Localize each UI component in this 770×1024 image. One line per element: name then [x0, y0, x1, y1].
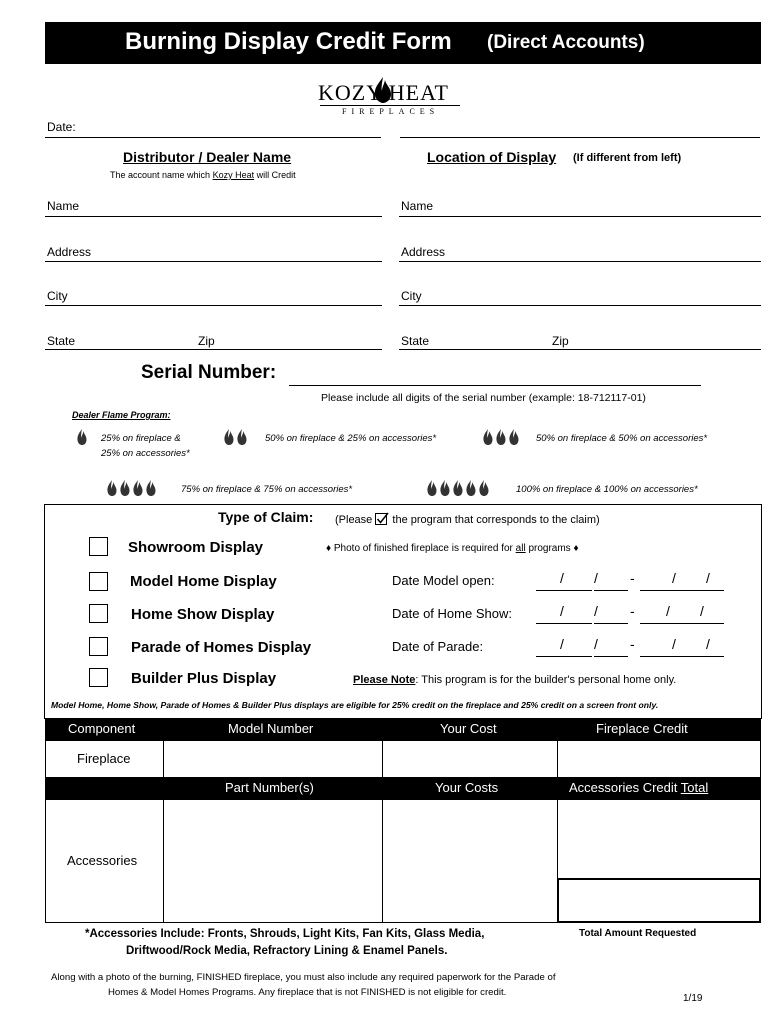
home-show-date-label: Date of Home Show:: [392, 606, 512, 621]
flame-icon: [237, 429, 246, 445]
accessories-label-cell: [45, 799, 164, 923]
table-header-row-2: [45, 778, 761, 799]
parade-label: Parade of Homes Display: [131, 639, 312, 656]
parade-checkbox[interactable]: [89, 637, 108, 656]
model-home-label: Model Home Display: [130, 573, 277, 590]
flame-icon: [453, 480, 462, 496]
dist-address-label: Address: [47, 245, 92, 259]
program-100-100: 100% on fireplace & 100% on accessories*: [516, 484, 698, 495]
accessories-credit-total-cell[interactable]: [557, 799, 761, 879]
program-25-line1: 25% on fireplace &: [101, 433, 181, 444]
dist-zip-label: Zip: [198, 334, 215, 348]
fireplace-credit-cell[interactable]: [557, 740, 761, 778]
footer-note-line1: Along with a photo of the burning, FINISHED fireplace, you must also include any required paperwork for the Parade of: [51, 972, 556, 983]
claim-footnote: Model Home, Home Show, Parade of Homes & Builder Plus displays are eligible for 25% credit on the fireplace and 25% credit on a screen front only.: [51, 700, 659, 710]
model-date-label: Date Model open:: [392, 573, 495, 588]
accessories-row-label: Accessories: [67, 853, 138, 868]
col-model-number-header: Model Number: [228, 721, 314, 736]
flame-icon: [133, 480, 142, 496]
fireplace-cost-cell[interactable]: [382, 740, 558, 778]
dist-name-label: Name: [47, 199, 80, 213]
flame-icon: [466, 480, 475, 496]
flame-rating-5-icon: [425, 479, 492, 502]
checkbox-check-icon: [375, 512, 389, 525]
col-part-numbers-header: Part Number(s): [225, 780, 314, 795]
fireplace-model-number-cell[interactable]: [163, 740, 383, 778]
accessories-include-line1: *Accessories Include: Fronts, Shrouds, Light Kits, Fan Kits, Glass Media,: [85, 928, 485, 940]
date-field[interactable]: [45, 137, 381, 138]
flame-icon: [224, 429, 233, 445]
loc-address-field[interactable]: [399, 261, 761, 262]
dist-state-zip-field[interactable]: [45, 349, 382, 350]
loc-zip-label: Zip: [552, 334, 569, 348]
flame-icon: [483, 429, 492, 445]
accessories-part-numbers-cell[interactable]: [163, 799, 383, 923]
location-header-note: (If different from left): [573, 152, 682, 164]
dist-city-label: City: [47, 289, 68, 303]
date-field-right[interactable]: [400, 137, 760, 138]
loc-city-field[interactable]: [399, 305, 761, 306]
form-subtitle: (Direct Accounts): [487, 32, 645, 53]
builder-plus-checkbox[interactable]: [89, 668, 108, 687]
flame-icon: [77, 429, 86, 445]
builder-plus-note: Please Note: This program is for the builder's personal home only.: [353, 674, 677, 686]
col-your-costs-header: Your Costs: [435, 780, 499, 795]
flame-icon: [427, 480, 436, 496]
home-show-date-range-field[interactable]: / / - / /: [536, 601, 724, 625]
program-50-50: 50% on fireplace & 50% on accessories*: [536, 433, 708, 444]
showroom-note: ♦ Photo of finished fireplace is required for all programs ♦: [326, 543, 579, 554]
model-home-checkbox[interactable]: [89, 572, 108, 591]
title-bar: [45, 22, 761, 64]
flame-rating-3-icon: [481, 428, 522, 451]
logo-wordmark: KOZY HEAT: [318, 80, 449, 105]
flame-icon: [440, 480, 449, 496]
accessories-costs-cell[interactable]: [382, 799, 558, 923]
serial-number-note: Please include all digits of the serial number (example: 18-712117-01): [321, 392, 646, 404]
logo-subtitle: FIREPLACES: [342, 107, 440, 116]
accessories-include-line2: Driftwood/Rock Media, Refractory Lining & Enamel Panels.: [126, 945, 448, 957]
fireplace-label-cell: [45, 740, 164, 778]
col-fireplace-credit-header: Fireplace Credit: [596, 721, 688, 736]
builder-plus-label: Builder Plus Display: [131, 670, 277, 687]
date-label: Date:: [47, 120, 76, 134]
flame-icon: [146, 480, 155, 496]
showroom-label: Showroom Display: [128, 539, 264, 556]
flame-icon: [120, 480, 129, 496]
location-header: Location of Display: [427, 149, 557, 165]
model-date-range-field[interactable]: / / - / /: [536, 568, 724, 592]
loc-name-label: Name: [401, 199, 434, 213]
flame-icon: [107, 480, 116, 496]
flame-icon: [479, 480, 488, 496]
dist-address-field[interactable]: [45, 261, 382, 262]
program-25-line2: 25% on accessories*: [101, 448, 190, 459]
type-of-claim-label: Type of Claim:: [218, 509, 314, 525]
total-amount-label: Total Amount Requested: [579, 928, 697, 939]
loc-city-label: City: [401, 289, 422, 303]
home-show-checkbox[interactable]: [89, 604, 108, 623]
flame-rating-4-icon: [105, 479, 159, 502]
loc-name-field[interactable]: [399, 216, 761, 217]
kozy-heat-logo: [318, 76, 464, 118]
logo-rule: [320, 105, 460, 106]
flame-icon: [496, 429, 505, 445]
flame-icon: [509, 429, 518, 445]
parade-date-label: Date of Parade:: [392, 639, 484, 654]
parade-date-range-field[interactable]: / / - / /: [536, 634, 724, 658]
page-number: 1/19: [683, 993, 703, 1004]
table-header-row-1: [45, 719, 761, 740]
dist-state-label: State: [47, 334, 76, 348]
flame-program-label: Dealer Flame Program:: [72, 410, 171, 420]
program-75-75: 75% on fireplace & 75% on accessories*: [181, 484, 353, 495]
flame-rating-2-icon: [222, 428, 250, 451]
loc-state-label: State: [401, 334, 430, 348]
col-component-header: Component: [68, 721, 136, 736]
serial-number-label: Serial Number:: [141, 362, 277, 383]
loc-state-zip-field[interactable]: [399, 349, 761, 350]
showroom-checkbox[interactable]: [89, 537, 108, 556]
dist-city-field[interactable]: [45, 305, 382, 306]
distributor-header: Distributor / Dealer Name: [123, 149, 292, 165]
footer-note-line2: Homes & Model Homes Programs. Any fireplace that is not FINISHED is not eligible for credit.: [108, 987, 507, 998]
distributor-note: The account name which Kozy Heat will Credit: [110, 170, 296, 180]
loc-address-label: Address: [401, 245, 446, 259]
col-accessories-credit-header: Accessories Credit Total: [569, 780, 709, 795]
dist-name-field[interactable]: [45, 216, 382, 217]
fireplace-row-label: Fireplace: [77, 751, 131, 766]
form-title: Burning Display Credit Form: [125, 28, 452, 55]
serial-number-field[interactable]: [289, 385, 701, 386]
claim-instruction: (Please the program that corresponds to the claim): [335, 514, 600, 526]
program-50-25: 50% on fireplace & 25% on accessories*: [265, 433, 437, 444]
flame-rating-1-icon: [75, 428, 90, 451]
col-your-cost-header: Your Cost: [440, 721, 497, 736]
total-amount-cell[interactable]: [557, 878, 761, 923]
home-show-label: Home Show Display: [131, 606, 275, 623]
